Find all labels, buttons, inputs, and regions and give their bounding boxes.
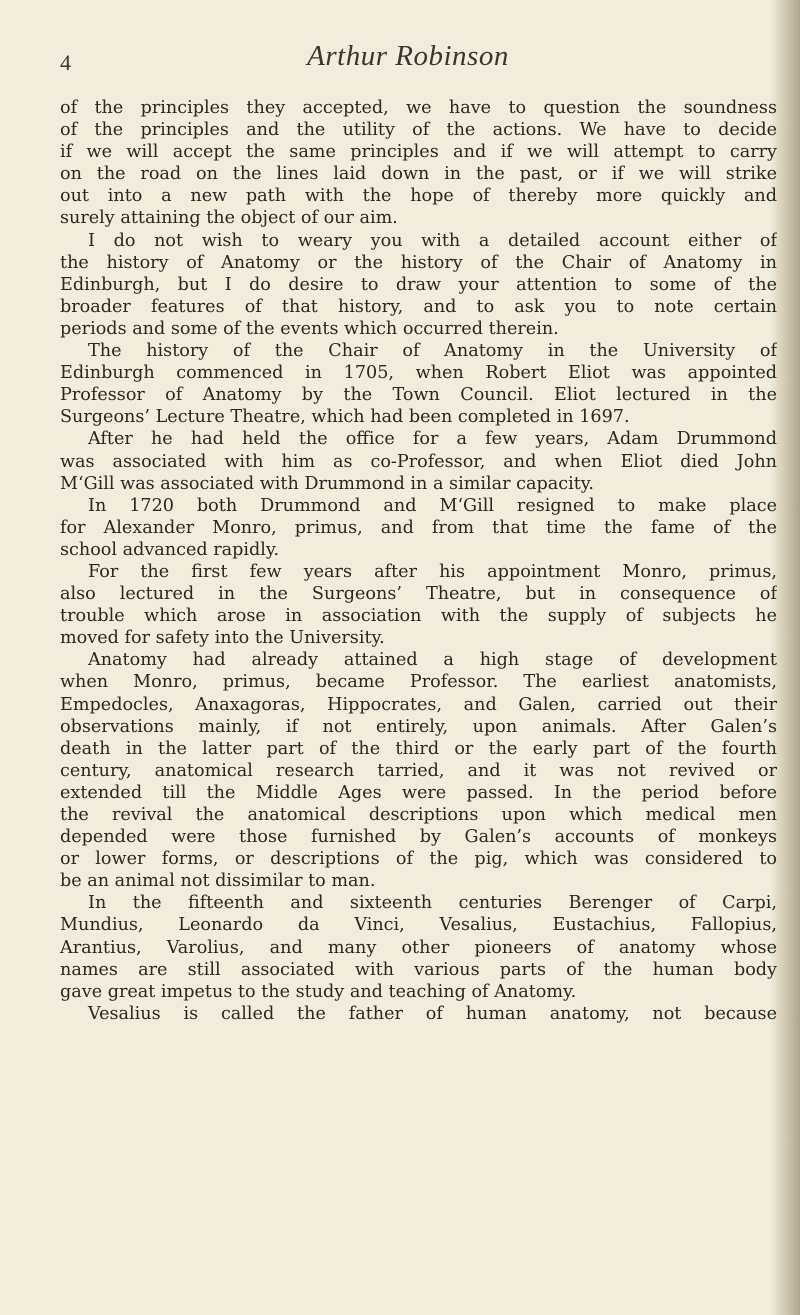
text-line: Anatomy had already attained a high stage of development (88, 650, 777, 671)
text-line: the history of Anatomy or the history of the Chair of Anatomy in (60, 252, 777, 273)
text-line: periods and some of the events which occurred therein. (60, 318, 559, 339)
text-line: surely attaining the object of our aim. (60, 208, 398, 229)
page-number: 4 (60, 50, 71, 75)
page-header (48, 36, 748, 76)
text-line: observations mainly, if not entirely, upon animals. After Galen’s (60, 716, 777, 737)
text-line: when Monro, primus, became Professor. The earliest anatomists, (60, 672, 777, 693)
text-line: of the principles they accepted, we have to question the soundness (60, 98, 777, 118)
text-line: on the road on the lines laid down in the past, or if we will strike (60, 164, 777, 185)
text-line: For the first few years after his appointment Monro, primus, (88, 561, 777, 582)
text-line: school advanced rapidly. (60, 539, 280, 560)
text-line: Surgeons’ Lecture Theatre, which had been completed in 1697. (60, 407, 630, 428)
text-line: In the fifteenth and sixteenth centuries Berenger of Carpi, (88, 893, 777, 914)
text-line: century, anatomical research tarried, and it was not revived or (60, 760, 777, 781)
running-title: Arthur Robinson (307, 40, 509, 72)
text-line: trouble which arose in association with the supply of subjects he (60, 606, 777, 627)
text-line: names are still associated with various parts of the human body (60, 959, 777, 980)
text-line: depended were those furnished by Galen’s accounts of monkeys (60, 827, 777, 848)
body-text (60, 97, 777, 1025)
text-line: The history of the Chair of Anatomy in the University of (88, 341, 777, 362)
text-line: Vesalius is called the father of human anatomy, not because (88, 1003, 777, 1024)
text-line: for Alexander Monro, primus, and from that time the fame of the (60, 517, 777, 538)
text-line: if we will accept the same principles and if we will attempt to carry (60, 142, 777, 163)
text-line: broader features of that history, and to ask you to note certain (60, 296, 777, 317)
text-line: Arantius, Varolius, and many other pioneers of anatomy whose (60, 937, 777, 958)
text-line: After he had held the office for a few years, Adam Drummond (88, 429, 777, 450)
text-line: I do not wish to weary you with a detailed account either of (88, 230, 777, 251)
text-line: was associated with him as co-Professor, and when Eliot died John (60, 451, 777, 472)
text-line: death in the latter part of the third or the early part of the fourth (60, 738, 777, 759)
text-line: moved for safety into the University. (60, 628, 385, 649)
text-line: Edinburgh commenced in 1705, when Robert Eliot was appointed (60, 363, 777, 384)
text-line: the revival the anatomical descriptions upon which medical men (60, 805, 777, 825)
text-line: Professor of Anatomy by the Town Council. Eliot lectured in the (60, 385, 777, 406)
text-line: out into a new path with the hope of thereby more quickly and (60, 186, 777, 207)
text-line: or lower forms, or descriptions of the pig, which was considered to (60, 849, 777, 870)
text-line: In 1720 both Drummond and M‘Gill resigned to make place (88, 495, 777, 516)
text-line: gave great impetus to the study and teaching of Anatomy. (60, 981, 577, 1002)
text-line: also lectured in the Surgeons’ Theatre, but in consequence of (60, 584, 777, 605)
text-line: extended till the Middle Ages were passed. In the period before (60, 782, 777, 803)
text-line: Mundius, Leonardo da Vinci, Vesalius, Eustachius, Fallopius, (60, 915, 777, 936)
text-line: of the principles and the utility of the actions. We have to decide (60, 120, 777, 141)
text-line: be an animal not dissimilar to man. (60, 871, 376, 892)
text-line: M‘Gill was associated with Drummond in a similar capacity. (60, 473, 594, 494)
text-line: Empedocles, Anaxagoras, Hippocrates, and Galen, carried out their (60, 694, 777, 715)
text-line: Edinburgh, but I do desire to draw your attention to some of the (60, 274, 777, 295)
